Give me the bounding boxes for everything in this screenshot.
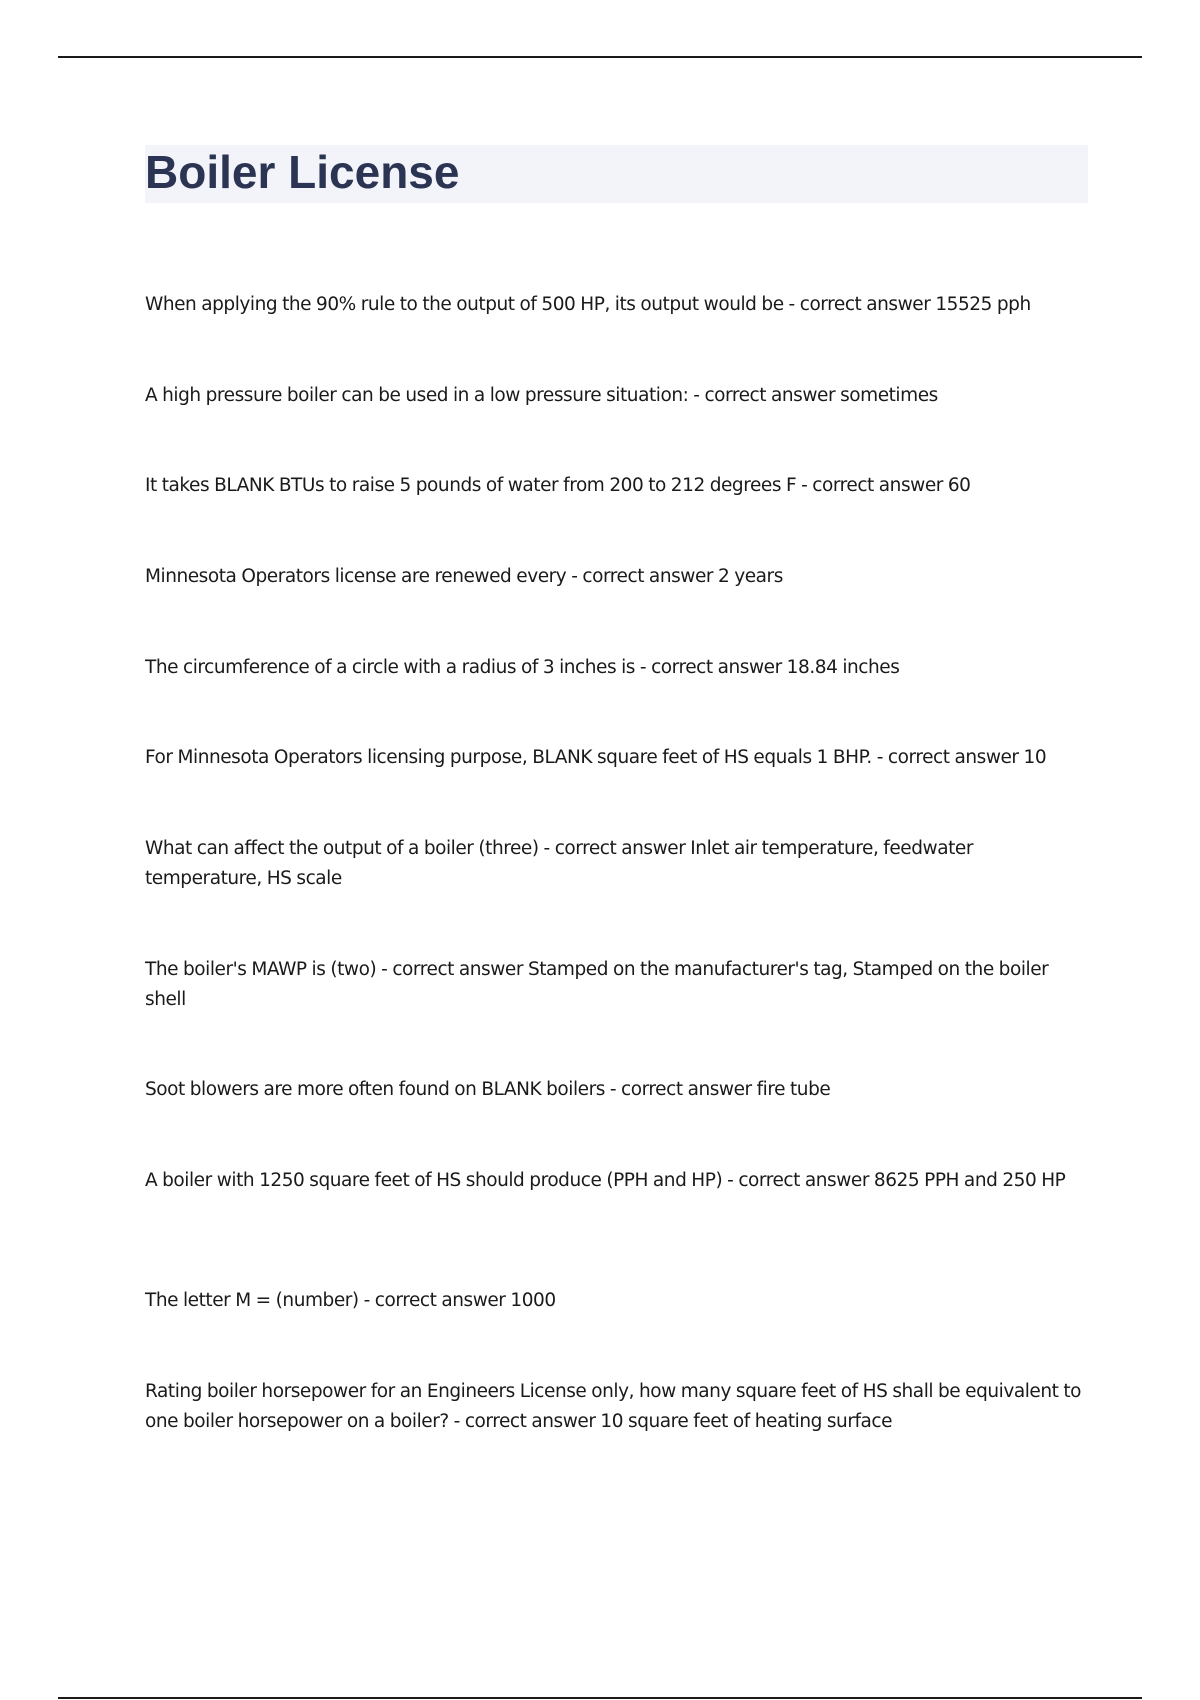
qa-item: What can affect the output of a boiler (three) - correct answer Inlet air temperature, feedwater temperature, HS scale <box>145 838 973 890</box>
qa-item: It takes BLANK BTUs to raise 5 pounds of water from 200 to 212 degrees F - correct answer 60 <box>145 475 971 497</box>
qa-item: Rating boiler horsepower for an Engineers License only, how many square feet of HS shall be equivalent to one boiler horsepower on a boiler? - correct answer 10 square feet of heating surface <box>145 1381 1082 1432</box>
qa-item: A high pressure boiler can be used in a low pressure situation: - correct answer sometimes <box>145 384 938 406</box>
qa-list <box>145 290 1090 1498</box>
qa-item: When applying the 90% rule to the output of 500 HP, its output would be - correct answer 15525 pph <box>145 294 1031 315</box>
footer-rule <box>58 1697 1142 1699</box>
qa-item: Soot blowers are more often found on BLANK boilers - correct answer fire tube <box>145 1079 831 1101</box>
qa-item: The letter M = (number) - correct answer 1000 <box>145 1290 556 1312</box>
qa-item: For Minnesota Operators licensing purpose, BLANK square feet of HS equals 1 BHP. - correct answer 10 <box>145 747 1047 769</box>
qa-item: The circumference of a circle with a radius of 3 inches is - correct answer 18.84 inches <box>145 656 900 678</box>
qa-item: Minnesota Operators license are renewed every - correct answer 2 years <box>145 566 783 588</box>
page-title: Boiler License <box>145 146 460 198</box>
header-rule <box>58 56 1142 58</box>
qa-item: A boiler with 1250 square feet of HS should produce (PPH and HP) - correct answer 8625 PPH and 250 HP <box>145 1169 1066 1191</box>
qa-item: The boiler's MAWP is (two) - correct answer Stamped on the manufacturer's tag, Stamped on the boiler shell <box>145 958 1049 1010</box>
